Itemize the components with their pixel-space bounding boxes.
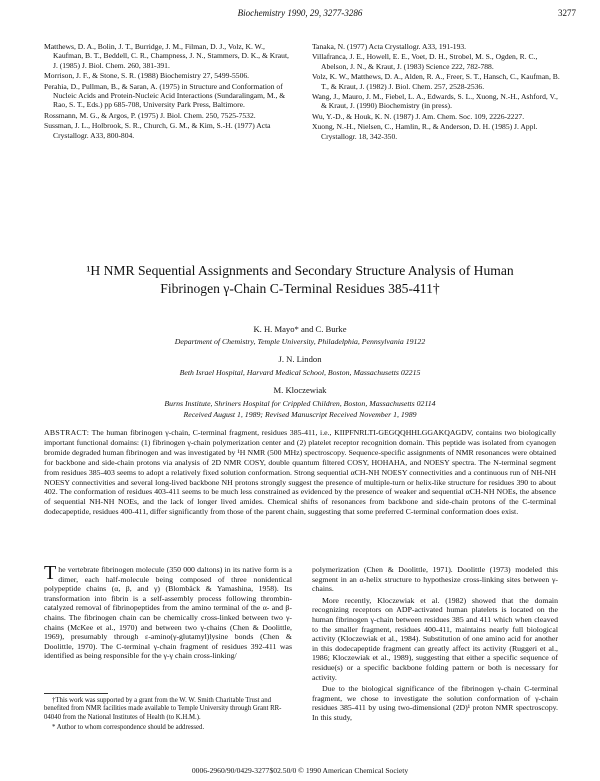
- received-dates: Received August 1, 1989; Revised Manuscript Received November 1, 1989: [183, 410, 417, 419]
- reference-item: Matthews, D. A., Bolin, J. T., Burridge, J. M., Filman, D. J., Volz, K. W., Kaufman, B. T., Beddell, C. R., Champness, J. N., Stammers, D. K., & Kraut, J. (1985) J. Biol. Chem. 260, 381-391.: [44, 42, 289, 70]
- affiliation-1: Department of Chemistry, Temple University, Philadelphia, Pennsylvania 19122: [174, 337, 426, 346]
- references-right: [312, 42, 560, 142]
- abstract-text: The human fibrinogen γ-chain, C-terminal fragment, residues 385-411, i.e., KIIPFNRLTI-GEGQQHHLGGAKQAGDV, contains two biologically important functional domains: (1) fibrinogen γ-chain polymerization center and (2) platelet receptor recognition domain. This peptide was isolated from cyanogen bromide degraded human fibrinogen and was investigated by ¹H NMR (500 MHz) spectroscopy. Sequence-specific assignments of NMR resonances were obtained for backbone and side-chain protons via analysis of 2D NMR COSY, double quantum filtered COSY, HOHAHA, and NOESY spectra. The N-terminal segment from residues 385-403 seems to adopt a relatively fixed solution conformation. Strong sequential αCH-NH NOESY connectivities and a continuous run of NH-NH NOESY connectivities and several long-lived backbone NH protons strongly suggest the presence of multiple-turn or helix-like structure for residues 390 to about 402. The conformation of residues 403-411 seems to be much less constrained as evidenced by the presence of weaker and sequential αCH-NH NOEs, the absence of sequential NH-NH NOEs, and the lack of longer lived amides. Chemical shifts of resonances from backbone and side-chain protons of the C-terminal dodecapeptide, residues 400-411, differ significantly from those of the parent chain, suggesting that some preferred C-terminal conformation does exist.: [44, 428, 556, 517]
- drop-cap: T: [44, 562, 57, 584]
- reference-item: Rossmann, M. G., & Argos, P. (1975) J. Biol. Chem. 250, 7525-7532.: [44, 110, 256, 120]
- authors-3: M. Kloczewiak: [273, 385, 327, 395]
- reference-item: Morrison, J. F., & Stone, S. R. (1988) Biochemistry 27, 5499-5506.: [44, 71, 250, 81]
- reference-item: Tanaka, N. (1977) Acta Crystallogr. A33, 191-193.: [312, 42, 467, 51]
- reference-item: Sussman, J. L., Holbrook, S. R., Church, G. M., & Kim, S.-H. (1977) Acta Crystallogr. A33, 800-804.: [44, 121, 271, 140]
- reference-item: Xuong, N.-H., Nielsen, C., Hamlin, R., & Anderson, D. H. (1985) J. Appl. Crystallogr. 18, 342-350.: [312, 122, 538, 141]
- journal-header: Biochemistry 1990, 29, 3277-3286: [237, 8, 363, 18]
- title-line-1: ¹H NMR Sequential Assignments and Secondary Structure Analysis of Human: [86, 263, 514, 278]
- reference-item: Wang, J., Mauro, J. M., Fiebel, L. A., Edwards, S. L., Xuong, N.-H., Ashford, V., & Kraut, J. (1990) Biochemistry (in press).: [312, 92, 558, 111]
- reference-item: Perahia, D., Pullman, B., & Saran, A. (1975) in Structure and Conformation of Nucleic Acids and Protein-Nucleic Acid Interactions (Sundaralingam, M., & Rao, S. T., Eds.) pp 685-708, University Park Press, Baltimore.: [44, 81, 286, 110]
- authors-2: J. N. Lindon: [278, 354, 322, 364]
- references-left: [44, 42, 294, 141]
- body-paragraph: polymerization (Chen & Doolittle, 1971). Doolittle (1973) modeled this segment in an α-helix structure to hypothesize cross-linking sites between γ-chains.: [312, 565, 558, 594]
- footnote-correspondence: * Author to whom correspondence should be addressed.: [52, 724, 205, 732]
- copyright-footer: 0006-2960/90/0429-3277$02.50/0 © 1990 American Chemical Society: [191, 766, 409, 775]
- footnotes: [44, 697, 292, 735]
- footnote-funding: †This work was supported by a grant from the W. W. Smith Charitable Trust and benefited from NMR facilities made available to Temple University through Grant RR-04040 from the National Institutes of Health (to K.H.M.).: [44, 697, 282, 721]
- abstract-label: ABSTRACT:: [44, 428, 90, 437]
- body-paragraph: Due to the biological significance of the fibrinogen γ-chain C-terminal fragment, we chose to investigate the solution conformation of γ-chain residues 385-411 by using two-dimensional (2D)¹ proton NMR spectroscopy. In this study,: [312, 684, 558, 722]
- page-number: 3277: [558, 8, 576, 18]
- title-line-2: Fibrinogen γ-Chain C-Terminal Residues 385-411†: [160, 281, 440, 296]
- authors-1: K. H. Mayo* and C. Burke: [253, 324, 347, 334]
- abstract: [44, 428, 556, 517]
- affiliation-2: Beth Israel Hospital, Harvard Medical School, Boston, Massachusetts 02215: [179, 368, 421, 377]
- affiliation-3: Burns Institute, Shriners Hospital for Crippled Children, Boston, Massachusetts 02114: [164, 399, 436, 408]
- reference-item: Wu, Y.-D., & Houk, K. N. (1987) J. Am. Chem. Soc. 109, 2226-2227.: [312, 111, 525, 121]
- footnote-divider: [44, 693, 108, 694]
- article-title: [20, 262, 580, 298]
- body-paragraph: The vertebrate fibrinogen molecule (350 000 daltons) in its native form is a dimer, each half-molecule being composed of three nonidentical polypeptide chains (α, β, and γ) (Blombäck & Yamashina, 1958). Its transformation into fibrin is a self-assembly process following thrombin-catalyzed removal of fibrinopeptides from the amino terminal of the α- and β-chains. The fibrinogen chain can be chemically cross-linked between two γ-chains (McKee et al., 1970) and between two γ-chains (Chen & Doolittle, 1969), presumably through ε-amino(γ-glutamyl)lysine bonds (Chen & Doolittle, 1970). The C-terminal γ-chain fragment of residues 392-411 was identified as being responsible for the γ-γ chain cross-linking/: [44, 562, 292, 661]
- reference-item: Volz, K. W., Matthews, D. A., Alden, R. A., Freer, S. T., Hansch, C., Kaufman, B. T., & Kraut, J. (1982) J. Biol. Chem. 257, 2528-2536.: [312, 72, 560, 91]
- body-paragraph: More recently, Kloczewiak et al. (1982) showed that the domain recognizing receptors on ADP-activated human platelets is located on the human fibrinogen γ-chain between residues 385 and 411 which when cleaved to the smaller fragment, residues 400-411, maintains nearly full biological activity (Kloczewiak et al., 1984). Substitution of one amino acid for another in this dodecapeptide fragment can greatly affect its activity (Ruggeri et al., 1986; Kloczewiak et al., 1989), suggesting that either a specific sequence of residue(s) or a specific backbone folding pattern or both is necessary for activity.: [312, 595, 558, 682]
- body-column-right: [312, 565, 558, 725]
- reference-item: Villafranca, J. E., Howell, E. E., Voet, D. H., Strobel, M. S., Ogden, R. C., Abelson, J. N., & Kraut, J. (1983) Science 222, 782-788.: [312, 52, 538, 71]
- body-column-left: [44, 562, 292, 663]
